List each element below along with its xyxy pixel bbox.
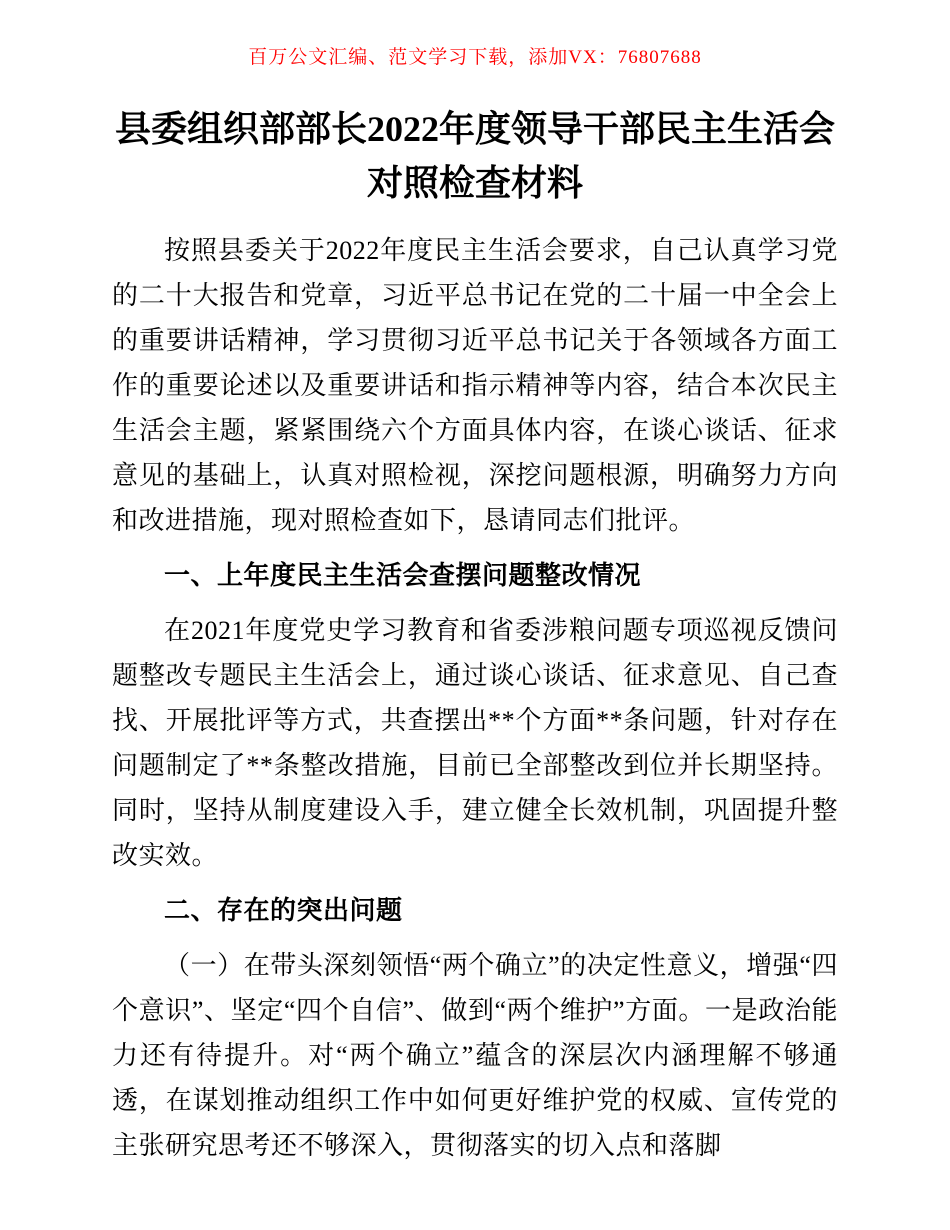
document-title: 县委组织部部长2022年度领导干部民主生活会对照检查材料 xyxy=(114,109,835,203)
paragraph-section-2-body: （一）在带头深刻领悟“两个确立”的决定性意义，增强“四个意识”、坚定“四个自信”、做到“两个维护”方面。一是政治能力还有待提升。对“两个确立”蕴含的深层次内涵理解不够通透，在谋划推动组织工作中如何更好维护党的权威、宣传党的主张研究思考还不够深入，贯彻落实的切入点和落脚 xyxy=(112,951,838,1160)
header-notice-text: 百万公文汇编、范文学习下载，添加VX：76807688 xyxy=(248,47,702,68)
section-heading-1: 一、上年度民主生活会查摆问题整改情况 xyxy=(164,561,642,590)
paragraph-section-1-body: 在2021年度党史学习教育和省委涉粮问题专项巡视反馈问题整改专题民主生活会上，通过谈心谈话、征求意见、自己查找、开展批评等方式，共查摆出**个方面**条问题，针对存在问题制定了**条整改措施，目前已全部整改到位并长期坚持。同时，坚持从制度建设入手，建立健全长效机制，巩固提升整改实效。 xyxy=(112,616,838,870)
section-heading-2: 二、存在的突出问题 xyxy=(164,896,403,925)
paragraph-intro: 按照县委关于2022年度民主生活会要求，自己认真学习党的二十大报告和党章，习近平总书记在党的二十届一中全会上的重要讲话精神，学习贯彻习近平总书记关于各领域各方面工作的重要论述以及重要讲话和指示精神等内容，结合本次民主生活会主题，紧紧围绕六个方面具体内容，在谈心谈话、征求意见的基础上，认真对照检视，深挖问题根源，明确努力方向和改进措施，现对照检查如下，恳请同志们批评。 xyxy=(112,236,838,535)
